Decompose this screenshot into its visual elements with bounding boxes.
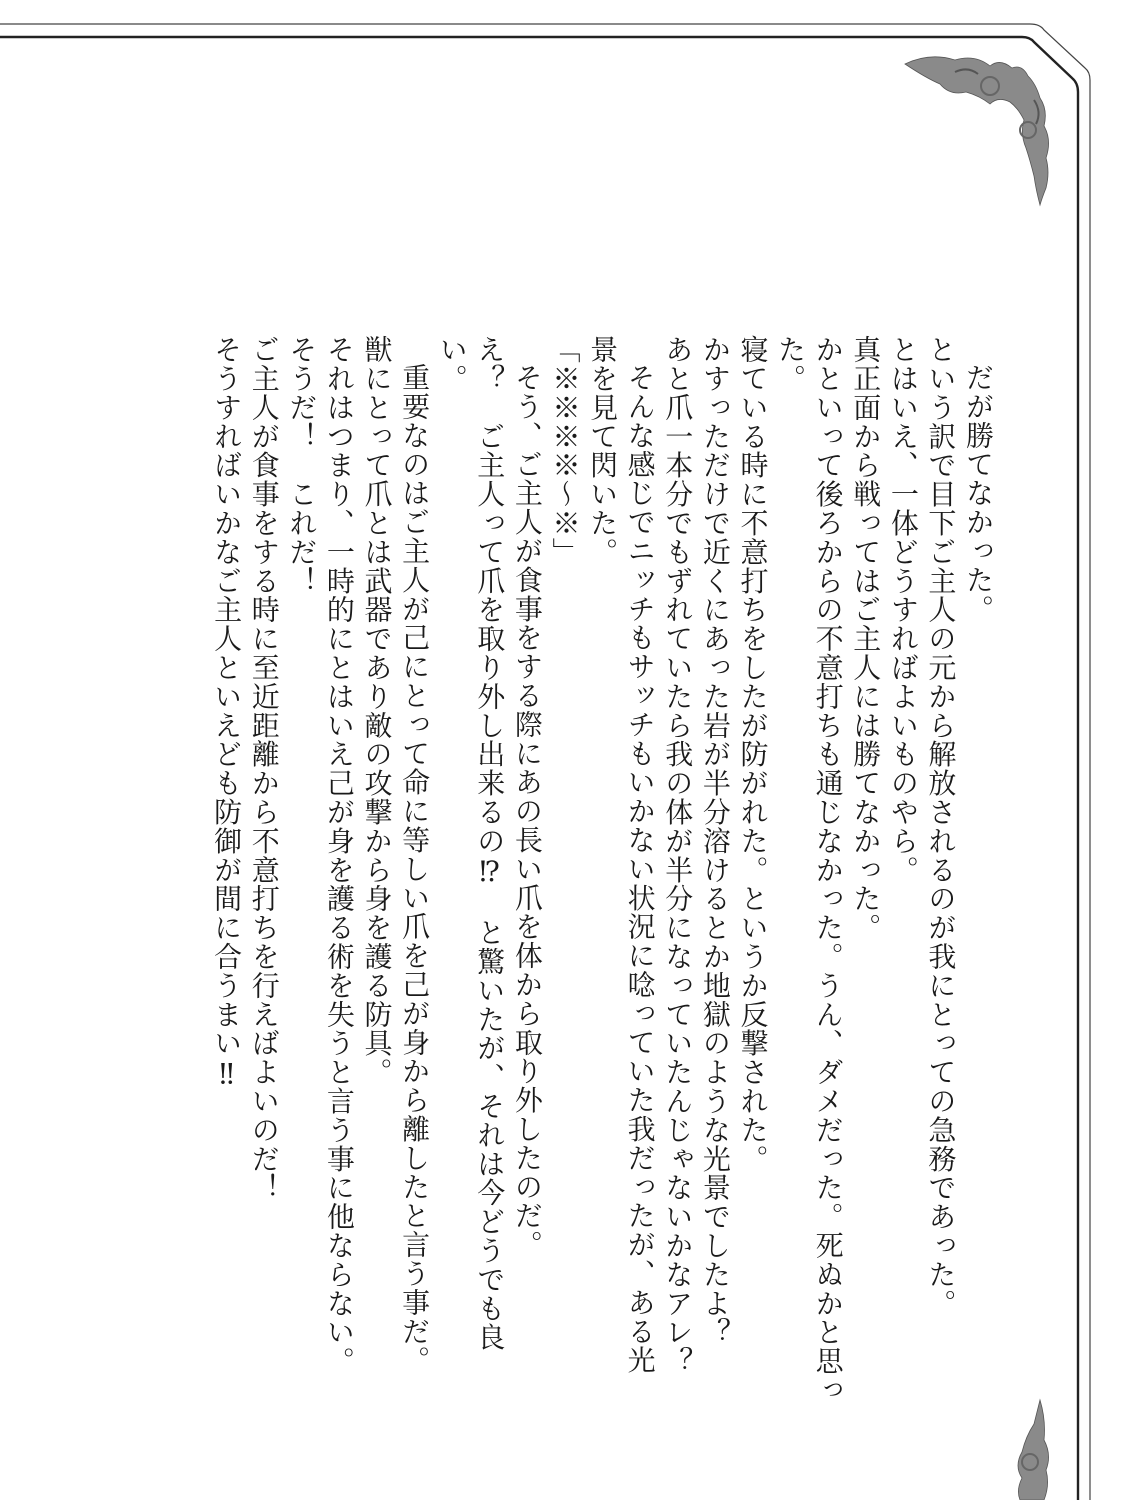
paragraph: だが勝てなかった。 bbox=[962, 363, 995, 624]
paragraph: あと爪一本分でもずれていたら我の体が半分になっていたんじゃないかなアレ？ bbox=[661, 335, 695, 1376]
paragraph: い。 bbox=[435, 335, 469, 393]
paragraph: そんな感じでニッチもサッチもいかない状況に唸っていた我だったが、ある光 bbox=[623, 363, 657, 1375]
paragraph: かといって後ろからの不意打ちも通じなかった。うん、ダメだった。死ぬかと思っ bbox=[811, 335, 845, 1405]
paragraph: 景を見て閃いた。 bbox=[586, 335, 620, 567]
paragraph: ご主人が食事をする時に至近距離から不意打ちを行えばよいのだ！ bbox=[247, 335, 281, 1202]
paragraph: そう、ご主人が食事をする際にあの長い爪を体から取り外したのだ。 bbox=[510, 363, 544, 1259]
paragraph: た。 bbox=[774, 335, 808, 393]
paragraph: 真正面から戦ってはご主人には勝てなかった。 bbox=[849, 335, 883, 942]
paragraph: 重要なのはご主人が己にとって命に等しい爪を己が身から離したと言う事だ。 bbox=[398, 363, 432, 1375]
paragraph: そうだ！ これだ！ bbox=[285, 335, 319, 596]
paragraph: とはいえ、一体どうすればよいものやら。 bbox=[886, 335, 920, 885]
body-text bbox=[210, 335, 997, 1415]
paragraph: そうすればいかなご主人といえども防御が間に合うまい‼ bbox=[210, 335, 244, 1092]
paragraph: え？ ご主人って爪を取り外し出来るの⁉ と驚いたが、それは今どうでも良 bbox=[473, 335, 507, 1352]
paragraph: 寝ている時に不意打ちをしたが防がれた。というか反撃された。 bbox=[736, 335, 770, 1174]
paragraph: 獣にとって爪とは武器であり敵の攻撃から身を護る防具。 bbox=[360, 335, 394, 1087]
corner-ornament-bottom-icon bbox=[1018, 1400, 1049, 1500]
corner-ornament-top-icon bbox=[905, 57, 1049, 205]
paragraph: という訳で目下ご主人の元から解放されるのが我にとっての急務であった。 bbox=[924, 335, 958, 1318]
paragraph: かすっただけで近くにあった岩が半分溶けるとか地獄のような光景でしたよ？ bbox=[698, 335, 732, 1347]
paragraph: それはつまり、一時的にとはいえ己が身を護る術を失うと言う事に他ならない。 bbox=[322, 335, 356, 1376]
dialogue-line: 「※※※※～※」 bbox=[548, 335, 582, 567]
